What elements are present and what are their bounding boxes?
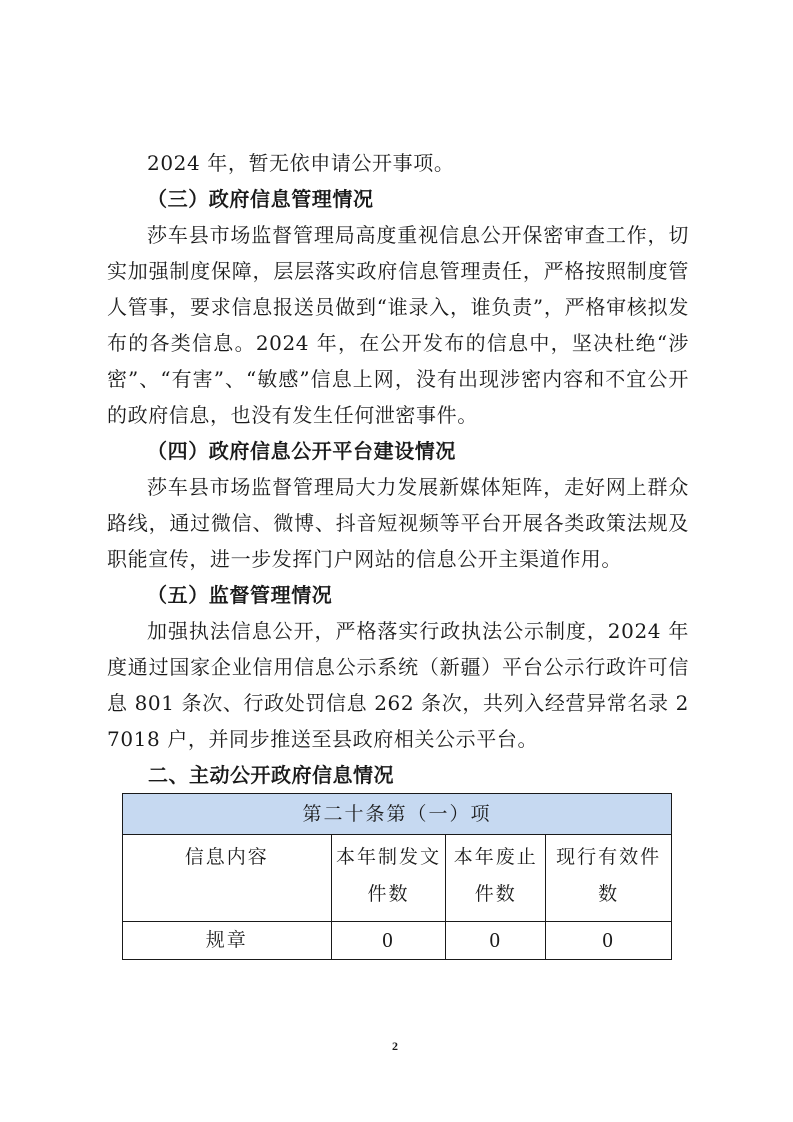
paragraph-request-disclosure: 2024 年，暂无依申请公开事项。	[147, 151, 455, 175]
subheading-supervision: （五）监督管理情况	[147, 583, 333, 607]
cell-abolished-count: 0	[446, 922, 546, 960]
cell-valid-count: 0	[546, 922, 672, 960]
subheading-platform-construction: （四）政府信息公开平台建设情况	[147, 439, 456, 463]
table-banner-row	[123, 794, 672, 835]
body-text	[107, 145, 689, 960]
disclosure-table-wrapper	[122, 793, 672, 960]
section-heading: 二、主动公开政府信息情况	[148, 763, 394, 787]
cell-info-content: 规章	[123, 922, 332, 960]
paragraph-info-management: 莎车县市场监督管理局高度重视信息公开保密审查工作，切实加强制度保障，层层落实政府信息管理责任，严格按照制度管人管事，要求信息报送员做到“谁录入，谁负责”，严格审核拟发布的各类信息。2024 年，在公开发布的信息中，坚决杜绝“涉密”、“有害”、“敏感”信息上网，没有出现涉密内容和不宜公开的政府信息，也没有发生任何泄密事件。	[107, 223, 689, 427]
paragraph-platform-construction: 莎车县市场监督管理局大力发展新媒体矩阵，走好网上群众路线，通过微信、微博、抖音短视频等平台开展各类政策法规及职能宣传，进一步发挥门户网站的信息公开主渠道作用。	[107, 475, 689, 571]
table-banner: 第二十条第（一）项	[123, 794, 672, 835]
table-row	[123, 922, 672, 960]
column-header-currently-valid: 现行有效件数	[546, 835, 672, 922]
page-number: 2	[392, 1039, 398, 1053]
cell-issued-count: 0	[331, 922, 446, 960]
table-header-row	[123, 835, 672, 922]
paragraph-supervision: 加强执法信息公开，严格落实行政执法公示制度，2024 年度通过国家企业信用信息公示系统（新疆）平台公示行政许可信息 801 条次、行政处罚信息 262 条次，共列入经营异常名录 27018 户，并同步推送至县政府相关公示平台。	[107, 619, 689, 751]
column-header-info-content: 信息内容	[123, 835, 332, 922]
column-header-issued-this-year: 本年制发文件数	[331, 835, 446, 922]
column-header-abolished-this-year: 本年废止件数	[446, 835, 546, 922]
disclosure-table	[122, 793, 672, 960]
subheading-info-management: （三）政府信息管理情况	[147, 187, 374, 211]
